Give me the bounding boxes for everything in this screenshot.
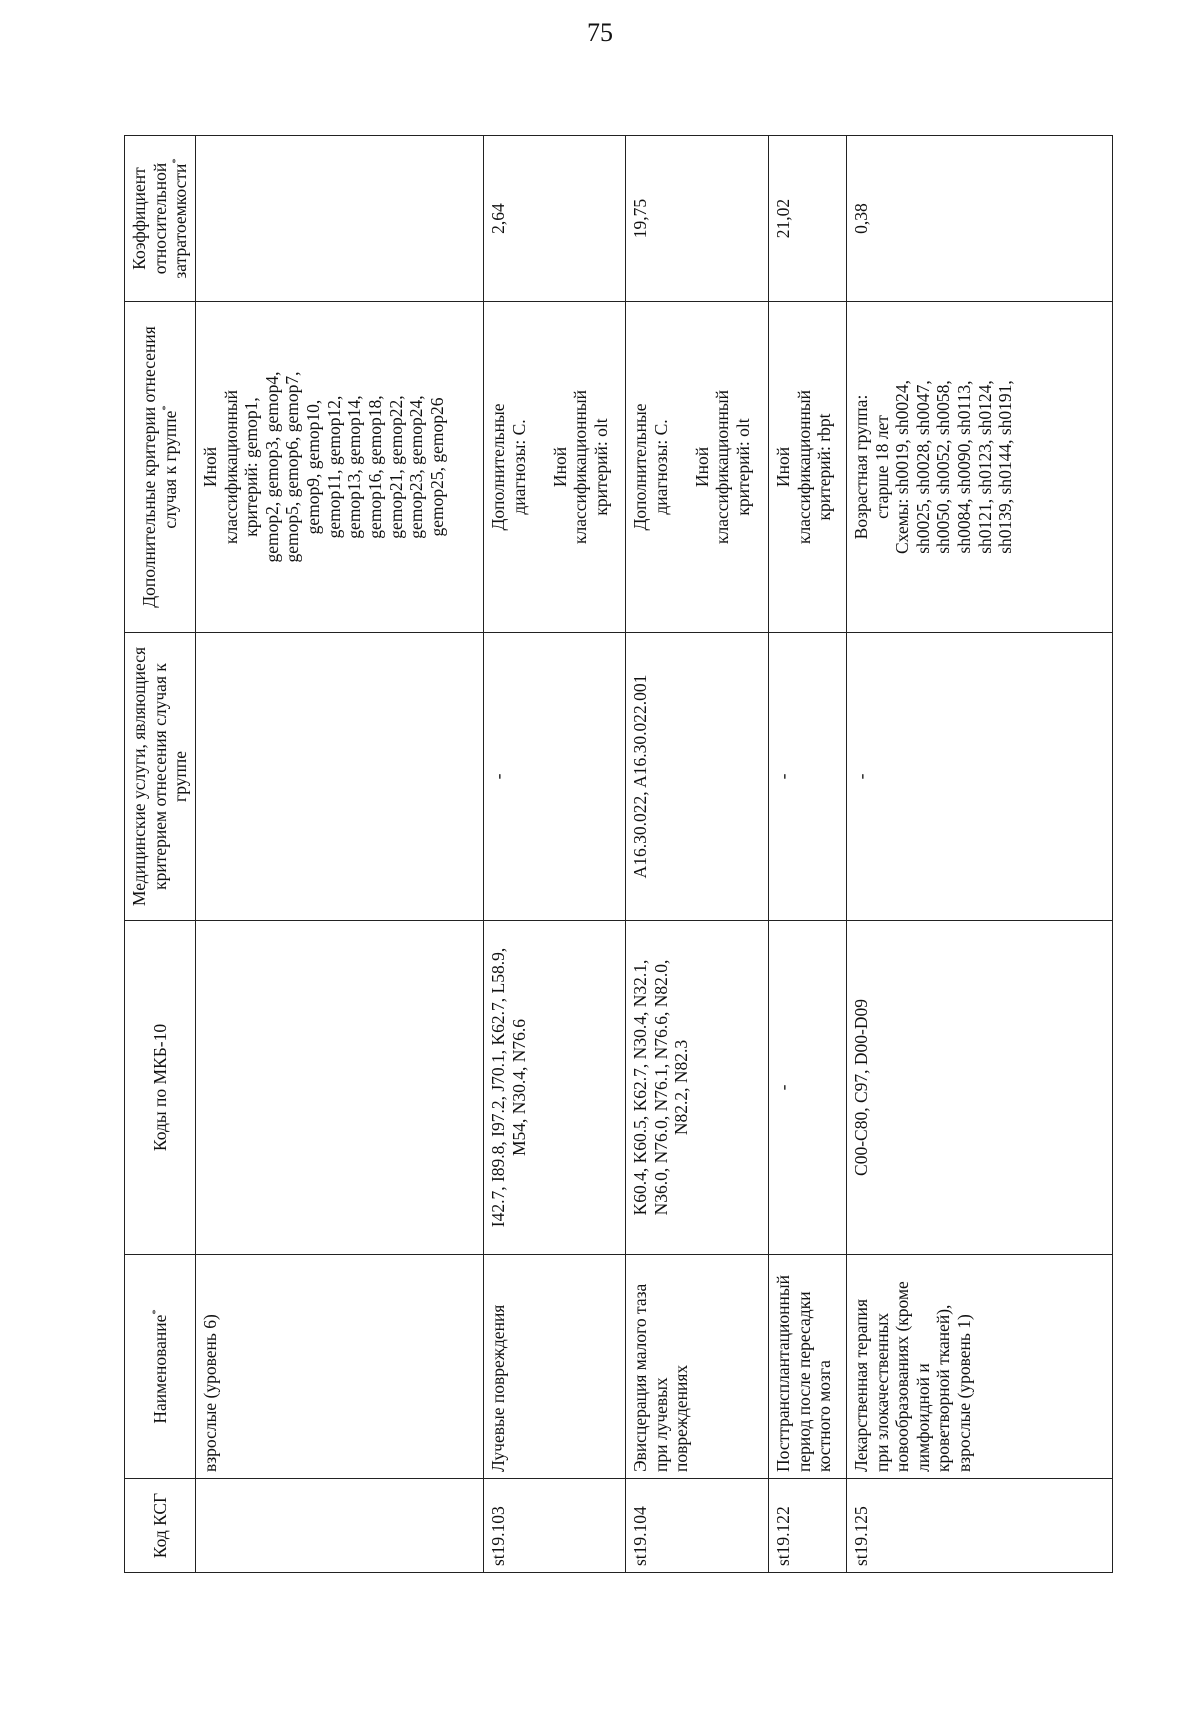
cell-name: Эвисцерация малого таза при лучевых повреждениях [625,1255,768,1479]
cell-code: st19.125 [846,1479,1112,1573]
header-code: Код КСГ [125,1479,196,1573]
header-services: Медицинские услуги, являющиеся критерием отнесения случая к группе [125,633,196,921]
table-row [195,136,483,1573]
cell-services: - [846,633,1112,921]
cell-criteria: Дополнительные диагнозы: С. Иной классификационный критерий: olt [483,302,625,633]
cell-mkb: I42.7, I89.8, I97.2, J70.1, K62.7, L58.9, M54, N30.4, N76.6 [483,921,625,1255]
rotated-table-container [124,136,1107,1573]
table-header-row [125,136,196,1573]
header-coef: Коэффициент относительной затратоемкости* [125,136,196,302]
table-row [768,136,846,1573]
cell-services: - [483,633,625,921]
cell-coef: 0,38 [846,136,1112,302]
cell-criteria: Иной классификационный критерий: gemop1, gemop2, gemop3, gemop4, gemop5, gemop6, gemop7, gemop9, gemop10, gemop11, gemop12, gemop13, gemop14, gemop16, gemop18, gemop21, gemop22, gemop23, gemop24, gemop25, gemop26 [195,302,483,633]
header-name: Наименование* [125,1255,196,1479]
cell-code: st19.103 [483,1479,625,1573]
cell-coef: 21,02 [768,136,846,302]
table-row [625,136,768,1573]
cell-mkb: C00-C80, C97, D00-D09 [846,921,1112,1255]
cell-criteria: Дополнительные диагнозы: С. Иной классификационный критерий: olt [625,302,768,633]
cell-coef: 2,64 [483,136,625,302]
cell-code: st19.122 [768,1479,846,1573]
cell-code [195,1479,483,1573]
cell-mkb: K60.4, K60.5, K62.7, N30.4, N32.1, N36.0, N76.0, N76.1, N76.6, N82.0, N82.2, N82.3 [625,921,768,1255]
cell-name: Посттрансплантационный период после пересадки костного мозга [768,1255,846,1479]
page-number: 75 [587,18,613,47]
cell-name: Лекарственная терапия при злокачественных новообразованиях (кроме лимфоидной и кроветворной тканей), взрослые (уровень 1) [846,1255,1112,1479]
cell-mkb [195,921,483,1255]
header-criteria: Дополнительные критерии отнесения случая к группе* [125,302,196,633]
table-row [483,136,625,1573]
ksg-table [124,135,1113,1573]
cell-coef: 19,75 [625,136,768,302]
cell-name: взрослые (уровень 6) [195,1255,483,1479]
cell-name: Лучевые повреждения [483,1255,625,1479]
table-row [846,136,1112,1573]
cell-coef [195,136,483,302]
cell-mkb: - [768,921,846,1255]
cell-services: - [768,633,846,921]
cell-services [195,633,483,921]
cell-code: st19.104 [625,1479,768,1573]
header-mkb: Коды по МКБ-10 [125,921,196,1255]
cell-services: A16.30.022, A16.30.022.001 [625,633,768,921]
cell-criteria: Возрастная группа: старше 18 лет Схемы: sh0019, sh0024, sh0025, sh0028, sh0047, sh0050, sh0052, sh0058, sh0084, sh0090, sh0113, sh0121, sh0123, sh0124, sh0139, sh0144, sh0191, [846,302,1112,633]
cell-criteria: Иной классификационный критерий: rbpt [768,302,846,633]
